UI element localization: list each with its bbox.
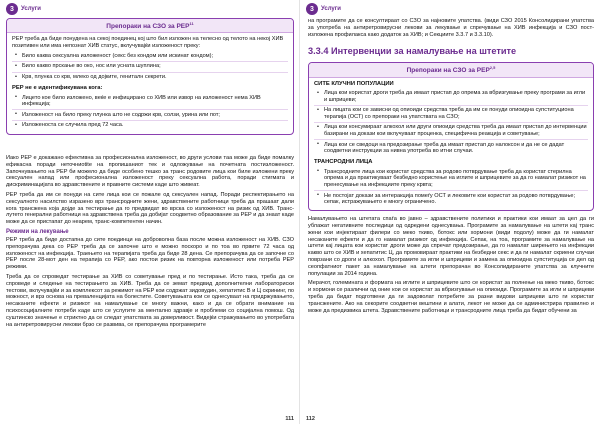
box-section-heading: СИТЕ КЛУЧНИ ПОПУЛАЦИИ <box>314 80 394 87</box>
paragraph: PEP треба да им се понуди на сите лица кои се пожале од сексуален напад. Поради респектирањето на сексуалното насилство изразено врз трансродните жени, здравствените работници треба да прашаат дали кога трансжена која дојде за тестирање да го предвидат во врска со изложеност на ризик од ХИВ. Транс-лутето генерални работници на здравствена треба да добијат соодветно образование за PEP и да знаат каде може да се пристапат до неарем, транс-компетентен начин. <box>6 191 294 226</box>
page-number: 111 <box>285 416 294 422</box>
box-title: Препораки на СЗО за PEP$^{2,5}$ <box>309 63 593 77</box>
list-item: • Лица кои користат дроги треба да имаат пристап до опрема за вбризгување преку програми за игли и шприцеви; <box>314 89 588 106</box>
box-subhead: PEP не е идентификувана кога: <box>12 85 103 92</box>
transgender-list <box>314 167 588 207</box>
key-populations-list <box>314 89 588 157</box>
list-item: • Лица кои се сведоци на предозирање треба да имаат пристап до налоксон и да не се дадат соодветни инструкции за нивна употреба во итни случаи. <box>314 140 588 156</box>
section-badge <box>306 3 341 15</box>
badge-number: 3 <box>6 3 18 15</box>
badge-label: Услуги <box>21 6 41 12</box>
exposure-list <box>12 51 288 82</box>
section-badge <box>6 3 41 15</box>
box-intro: PEP треба да биде понудена на секој поединец кој што бил изложен на телесно од телото на некој ХИВ позитивен или има непознат ХИВ статус, вклучувајќи изложеност преку: <box>12 36 284 49</box>
paragraph: Намалувањето на штетата спаѓа во јавно – здравствените политики и практики кои имаат за цел да ги ублажат негативните последици од одредени однесувања. Програмите за намалување на штети кај транс жени кои инјектираат филери со меко ткиво, ботокс или хормони (види подолу) може да ги намалат несаканите ефекти и да го намалат ризикот од инфекција. Сепак, на тоа, програмите за намалување на штети кај лицата кои користат дроги може да спречат предозирање, да го намалат ширењето на инфекции какво што се ХИВ и хепатитис Ц, да промовираат практики на безбедни секс и да ги намалат скриени случаи поврзани со дроги и алкохол. Програмите за игли и шприцеви и замена за опиоидна супституција се дел од сеопфатниот пакет за намалување на штети препорачан во Консолидираните упатства за клучните популации за 2014 година. <box>308 216 594 277</box>
list-item: • Било какво прскање во око, нос или уснатa шуплина; <box>12 62 288 73</box>
left-text-column <box>6 155 294 331</box>
harm-reduction-box <box>308 62 594 211</box>
paragraph: на програмите да се консултираат со СЗО за најновите упатства. (види СЗО 2015 Консолидирани упатства за употреба на антиретровирусни лекови за лекување и спречување на ХИВ инфекција и СЗО пост-изложена профилакса како додаток за ХИВ; и Секциите 3.3.7 и 3.3.10). <box>308 18 594 38</box>
list-item: • Било каква сексуална изложеност (секс без кондом или искинат кондом); <box>12 51 288 62</box>
list-item: • Лицето кое било изложено, веќе е инфицирано со ХИВ или извор на изложеност нема ХИВ инфекција; <box>12 93 288 110</box>
box-section-heading: ТРАНСРОДНИ ЛИЦА <box>314 159 373 166</box>
paragraph: Мерачот, големината и формата на иглите и шприцевите што се користат за полнење на меко ткиво, ботокс и хормони се различни од оние кои се користат за вбризгување на опиоиди. Програмите за игли и шприцеви треба да бидат подготвени да ги задоволат потребите за разни видови шприцеви што ги користат трансжените. Ако на секорите соодветни вештини и алати, лекот не може да се администрира правилно и може да предизвика штета. Здравствените работници и трансродните лица треба да бидат обучени за <box>308 280 594 314</box>
paragraph: Иако PEP е докажано ефективна за професионална изложеност, во други услови таа може да биде помалку ефикасна поради неточниоtite на пропишаниот тек и одложување на почетната постизложеност. Започнувањето на PEP би можело да биде особено тешко за транс родовите лица кои биле изложени преку сексуален напад или професионална изложеност преку сексуална работа, поради стигмата и дискриминацијата во здравствените и правните системи каде што живеат. <box>6 155 294 189</box>
section-heading: 3.3.4 Интервенции за намалување на штетите <box>308 46 517 57</box>
badge-number: 3 <box>306 3 318 15</box>
list-item: • Крв, плунка со крв, млеко од дојките, гениталн секрети. <box>12 73 288 83</box>
page-number: 112 <box>306 416 315 422</box>
list-item: • Изложеност на било преку плунка што не содржи крв, солзи, урина или пот; <box>12 110 288 121</box>
list-item: • Лица кои консумираат алкохол или други опиоиди средства треба да имаат пристап до интервенции базирани на докази кои вклучуваат проценка, специфична реакција и советување; <box>314 123 588 140</box>
section-subheading: Режими на лекување <box>6 228 69 235</box>
list-item: • Трансродните лица кои користат средства за родово потврдување треба да користат стерилна опрема и да практикуваат безбедно користење на иглите и шприцевите за да го намалат ризикот на пренесување на инфекциите преку крвта; <box>314 167 588 191</box>
paragraph: Треба да се спроведат тестирање за ХИВ со советување пред и по тестирање. Исто така, треба да се спроведе и следење на тестирањето за ХИВ. Треба да се земат предвид дополнителни лабораториски тестови, вклучувајќи и за комплексот за режимот на PEP кои содржат зидовудин, хепатитис B и Ц скрининг, по можност, и врз основа на преваленцијата на болестите. Советувањата кои се однесуваат на придржувањето, несаканите ефекти и ризикот на намалување се многу важни, како и да се обрати внимание на психосоцијалните потреби каде што се услугите за ментално здравје и проблеми со социјална помош. Од суштинско значење е стриктно да се следат упатствата за доверливост. Видејќи стражувањето во употребата на антиретровирусни лекови брзо се развива, се препорачува програмерите <box>6 273 294 328</box>
list-item: • Не постојат докази за интеракција помеѓу ОСТ и лековите кои користат за родово потврдување; сепак, истражувањето е многу ограничено. <box>314 191 588 207</box>
paragraph: PEP треба да биде достапна до сите поединци на доброволна база после можна изложеност на ХИВ. СЗО препорачува дека со PEP треба да се започне што е можно поскоро и по тоа во првите 72 часа од изложеност на инфекција. Траењето на терапијата треба да биде 28 дена. Се препорачува да се започне со PEP после 28-мот ден на терапија со PEP, ако постои ризик на повторна изложеност или потреба PEP режими. <box>6 236 294 271</box>
right-page <box>300 0 600 424</box>
pep-recommendations-box <box>6 18 294 135</box>
list-item: • Изложеноста се случила пред 72 часа. <box>12 121 288 131</box>
not-indicated-list <box>12 93 288 130</box>
list-item: • На лицата кои се зависни од опиоиди средства треба да им се понуди опиоидна супституциона терапија (ОСТ) со препораки на упатствата на СЗО; <box>314 106 588 123</box>
right-text-column <box>308 18 594 317</box>
badge-label: Услуги <box>321 6 341 12</box>
box-title: Препораки на СЗО за PEP$^{11}$ <box>7 19 293 33</box>
